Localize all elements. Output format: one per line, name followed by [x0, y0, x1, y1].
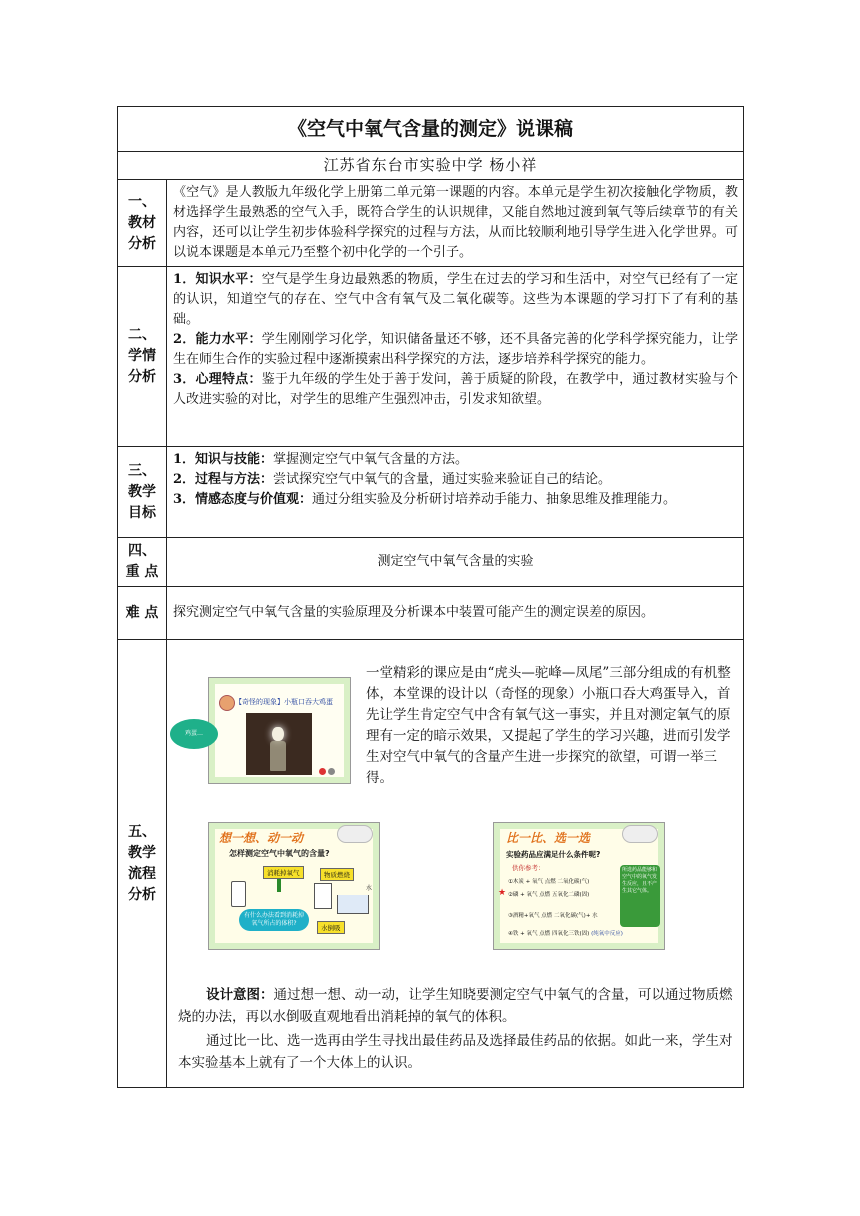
- speech-bubble: 鸡蛋…: [170, 719, 218, 749]
- document-title: 《空气中氧气含量的测定》说课稿: [118, 107, 744, 152]
- bottle-icon: [270, 741, 286, 771]
- egg-photo: [246, 713, 312, 775]
- materials-analysis-text: 《空气》是人教版九年级化学上册第二单元第一课题的内容。本单元是学生初次接触化学物质，教材选择学生最熟悉的空气入手，既符合学生的认识规律，又能自然地过渡到氧气等后续章节的有关内容，还可以让学生初步体验科学探究的过程与方法，从而比较顺利地引导学生进入化学世界。可以说本课题是本单元乃至整个初中化学的一个引子。: [167, 180, 744, 267]
- slide-think-and-act: [208, 822, 380, 950]
- author-line: 江苏省东台市实验中学 杨小祥: [118, 152, 744, 180]
- cloud-icon: [337, 825, 373, 843]
- teaching-goals-text: 1．知识与技能：掌握测定空气中氧气含量的方法。 2．过程与方法：尝试探究空气中氧气的含量，通过实验来验证自己的结论。 3．情感态度与价值观：通过分组实验及分析研讨培养动手能力、抽象思维及推理能力。: [167, 447, 744, 538]
- water-label: 水: [366, 885, 373, 892]
- reaction-3: ③酒精+氧气 点燃 二氧化碳(气)+ 水: [508, 913, 598, 919]
- section-label-process: 五、 教学 流程 分析: [118, 640, 167, 1088]
- slide-egg-experiment: [208, 677, 351, 784]
- cloud-icon-2: [622, 825, 658, 843]
- section-label-difficulty: 难 点: [118, 587, 167, 640]
- slide2-question: 怎样测定空气中氧气的含量?: [229, 849, 330, 858]
- section-label-key-point: 四、 重 点: [118, 538, 167, 587]
- slide3-banner: 比一比、选一选: [506, 831, 591, 845]
- reaction-4: ④铁 + 氧气 点燃 四氧化三铁(固) (纯氧中反应): [508, 931, 623, 937]
- slide-compare-and-choose: [493, 822, 665, 950]
- box-burning: 物质燃烧: [320, 868, 354, 881]
- process-intro-text: 一堂精彩的课应是由“虎头—驼峰—凤尾”三部分组成的有机整体，本堂课的设计以（奇怪的现象）小瓶口吞大鸡蛋导入，首先让学生肯定空气中含有氧气这一事实，并且对测定氧气的原理有一定的暗示效果，又提起了学生的学习兴趣，进而引发学生对空气中氧气的含量产生进一步探究的欲望，可谓一举三得。: [366, 665, 731, 786]
- key-point-text: 测定空气中氧气含量的实验: [167, 538, 744, 587]
- section-label-materials: 一、 教材 分析: [118, 180, 167, 267]
- selection-criteria-box: 所选药品能够和空气中的氧气发生反应，且不产生其它气体。: [620, 865, 660, 927]
- reaction-1: ①木炭 + 氧气 点燃 二氧化碳(气): [508, 879, 590, 885]
- decor-balls-icon: [319, 768, 337, 776]
- selection-paragraph: 通过比一比、选一选再由学生寻找出最佳药品及选择最佳药品的依据。如此一来，学生对本实验基本上就有了一个大体上的认识。: [178, 1033, 733, 1071]
- design-intent-text: 设计意图：通过想一想、动一动，让学生知晓要测定空气中氧气的含量，可以通过物质燃烧的办法，再以水倒吸直观地看出消耗掉的氧气的体积。: [178, 987, 733, 1025]
- slide3-question: 实验药品应满足什么条件呢?: [506, 850, 601, 859]
- egg-icon: [272, 727, 284, 741]
- box-consume-oxygen: 消耗掉氧气: [263, 866, 304, 879]
- section-label-students: 二、 学情 分析: [118, 267, 167, 447]
- teacher-avatar: [219, 695, 235, 711]
- box-water-backflow: 水倒吸: [317, 921, 345, 934]
- section-label-goals: 三、 教学 目标: [118, 447, 167, 538]
- reaction-2: ②磷 + 氧气 点燃 五氧化二磷(固): [508, 892, 590, 898]
- difficulty-text: 探究测定空气中氧气含量的实验原理及分析课本中装置可能产生的测定误差的原因。: [167, 587, 744, 640]
- student-analysis-text: 1．知识水平：空气是学生身边最熟悉的物质，学生在过去的学习和生活中，对空气已经有了一定的认识，知道空气的存在、空气中含有氧气及二氧化碳等。这些为本课题的学习打下了有利的基础。 2．能力水平：学生刚刚学习化学，知识储备量还不够，还不具备完善的化学科学探究能力，让学生在师生合作的实验过程中逐渐摸索出科学探究的方法，逐步培养科学探究的能力。 3．心理特点：鉴于九年级的学生处于善于发问，善于质疑的阶段，在教学中，通过教材实验与个人改进实验的对比，对学生的思维产生强烈冲击，引发求知欲望。: [167, 267, 744, 447]
- star-icon: ★: [498, 888, 507, 898]
- arrow-down-icon: [277, 879, 281, 892]
- slide2-banner: 想一想、动一动: [219, 831, 304, 845]
- box-volume-question: 有什么办法看到消耗掉氧气所占的体积?: [239, 909, 309, 931]
- slide3-reference: 供你参考：: [512, 864, 545, 872]
- slide-egg-header: 【奇怪的现象】小瓶口吞大鸡蛋: [235, 698, 333, 706]
- basin-icon: [337, 895, 369, 914]
- jar-icon: [231, 881, 246, 907]
- apparatus-icon: [314, 883, 332, 909]
